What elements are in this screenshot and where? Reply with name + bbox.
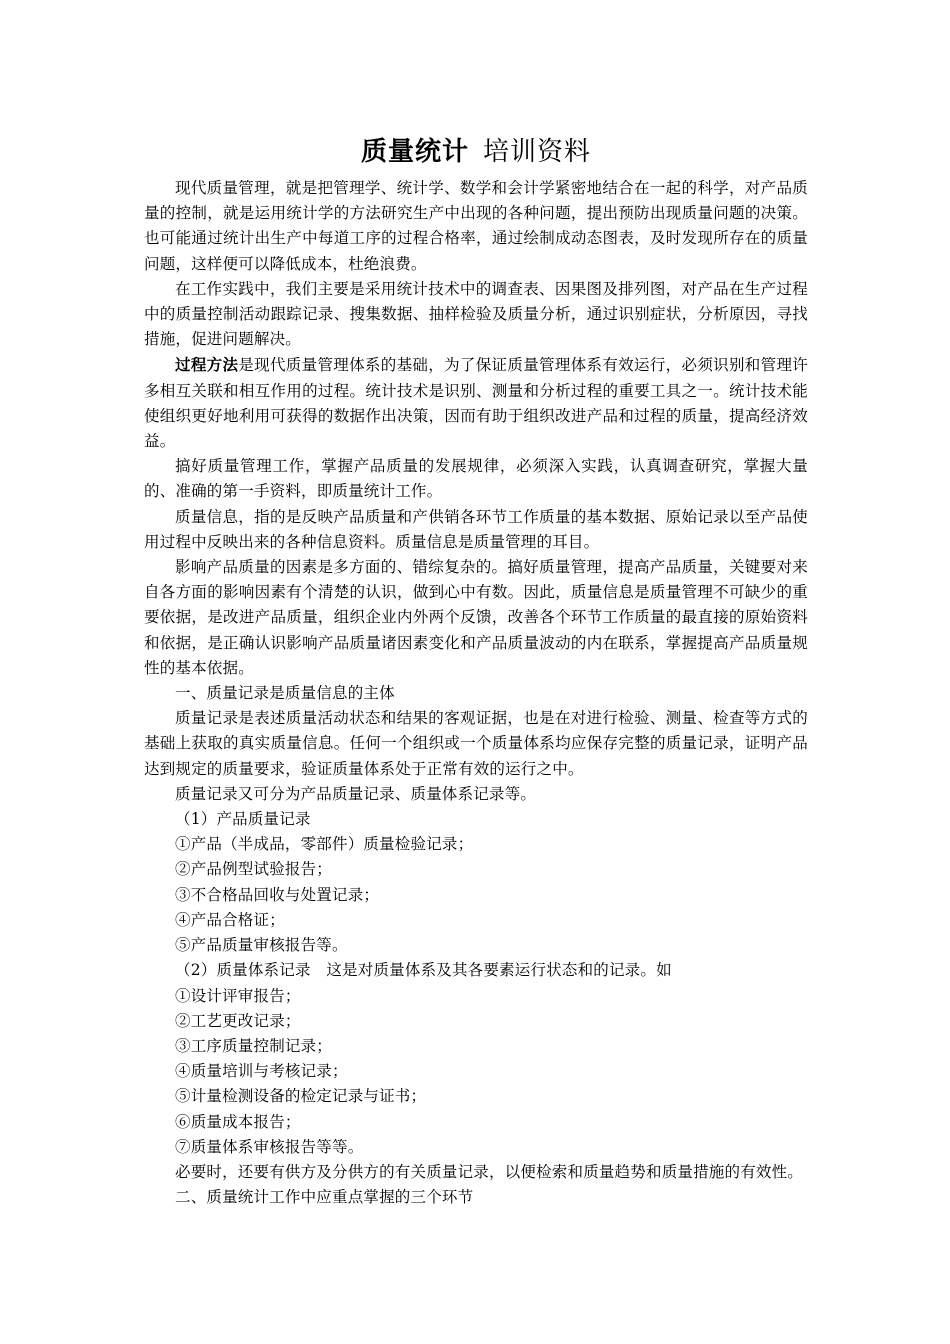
list-item: ⑤计量检测设备的检定记录与证书； bbox=[175, 1087, 427, 1106]
paragraph: 质量记录是表述质量活动状态和结果的客观证据，也是在对进行检验、测量、检查等方式的基础上获取的真实质量信息。任何一个组织或一个质量体系均应保存完整的质量记录，证明产品达到规定的质量要求，验证质量体系处于正常有效的运行之中。 bbox=[144, 709, 808, 778]
process-paragraph bbox=[144, 352, 808, 454]
paragraph: 影响产品质量的因素是多方面的、错综复杂的。搞好质量管理，提高产品质量，关键要对来自各方面的影响因素有个清楚的认识，做到心中有数。因此，质量信息是质量管理不可缺少的重要依据，是改进产品质量，组织企业内外两个反馈，改善各个环节工作质量的最直接的原始资料和依据，是正确认识影响产品质量诸因素变化和产品质量波动的内在联系，掌握提高产品质量规性的基本依据。 bbox=[144, 558, 808, 677]
process-lead: 过程方法 bbox=[175, 355, 239, 375]
section-heading: 二、质量统计工作中应重点掌握的三个环节 bbox=[175, 1188, 474, 1207]
list-item: ③工序质量控制记录； bbox=[175, 1036, 333, 1055]
paragraph: 搞好质量管理工作，掌握产品质量的发展规律，必须深入实践，认真调查研究，掌握大量的、准确的第一手资料，即质量统计工作。 bbox=[144, 457, 808, 501]
paragraph: 必要时，还要有供方及分供方的有关质量记录，以便检索和质量趋势和质量措施的有效性。 bbox=[175, 1162, 804, 1181]
title-bold: 质量统计 bbox=[360, 137, 469, 167]
list-item: ④质量培训与考核记录； bbox=[175, 1062, 348, 1081]
paragraph: 质量信息，指的是反映产品质量和产供销各环节工作质量的基本数据、原始记录以至产品使用过程中反映出来的各种信息资料。质量信息是质量管理的耳目。 bbox=[144, 507, 808, 551]
list-item: ②产品例型试验报告； bbox=[175, 860, 333, 879]
process-rest: 是现代质量管理体系的基础，为了保证质量管理体系有效运行，必须识别和管理许多相互关联和相互作用的过程。统计技术是识别、测量和分析过程的重要工具之一。统计技术能使组织更好地利用可获得的数据作出决策，因而有助于组织改进产品和过程的质量，提高经济效益。 bbox=[144, 356, 808, 451]
section-heading: 一、质量记录是质量信息的主体 bbox=[175, 684, 395, 703]
title-normal: 培训资料 bbox=[483, 137, 592, 167]
list-item: ②工艺更改记录； bbox=[175, 1011, 301, 1030]
paragraph: 在工作实践中，我们主要是采用统计技术中的调查表、因果图及排列图，对产品在生产过程中的质量控制活动跟踪记录、搜集数据、抽样检验及质量分析，通过识别症状，分析原因，寻找措施，促进问题解决。 bbox=[144, 279, 808, 349]
list-item: ③不合格品回收与处置记录； bbox=[175, 885, 380, 904]
list-item: ⑦质量体系审核报告等等。 bbox=[175, 1137, 364, 1156]
paragraph: 质量记录又可分为产品质量记录、质量体系记录等。 bbox=[175, 784, 537, 803]
subheading: （1）产品质量记录 bbox=[175, 810, 311, 829]
document-title bbox=[144, 130, 808, 174]
list-item: ①产品（半成品，零部件）质量检验记录； bbox=[175, 835, 474, 854]
list-item: ①设计评审报告； bbox=[175, 986, 301, 1005]
document-page bbox=[144, 130, 808, 1210]
list-item: ④产品合格证； bbox=[175, 910, 285, 929]
paragraph: 现代质量管理，就是把管理学、统计学、数学和会计学紧密地结合在一起的科学，对产品质量的控制，就是运用统计学的方法研究生产中出现的各种问题，提出预防出现质量问题的决策。也可能通过统计出生产中每道工序的过程合格率，通过绘制成动态图表，及时发现所存在的质量问题，这样便可以降低成本，杜绝浪费。 bbox=[144, 179, 808, 273]
subheading: （2）质量体系记录 这是对质量体系及其各要素运行状态和的记录。如 bbox=[175, 961, 672, 980]
list-item: ⑤产品质量审核报告等。 bbox=[175, 936, 348, 955]
list-item: ⑥质量成本报告； bbox=[175, 1112, 301, 1131]
